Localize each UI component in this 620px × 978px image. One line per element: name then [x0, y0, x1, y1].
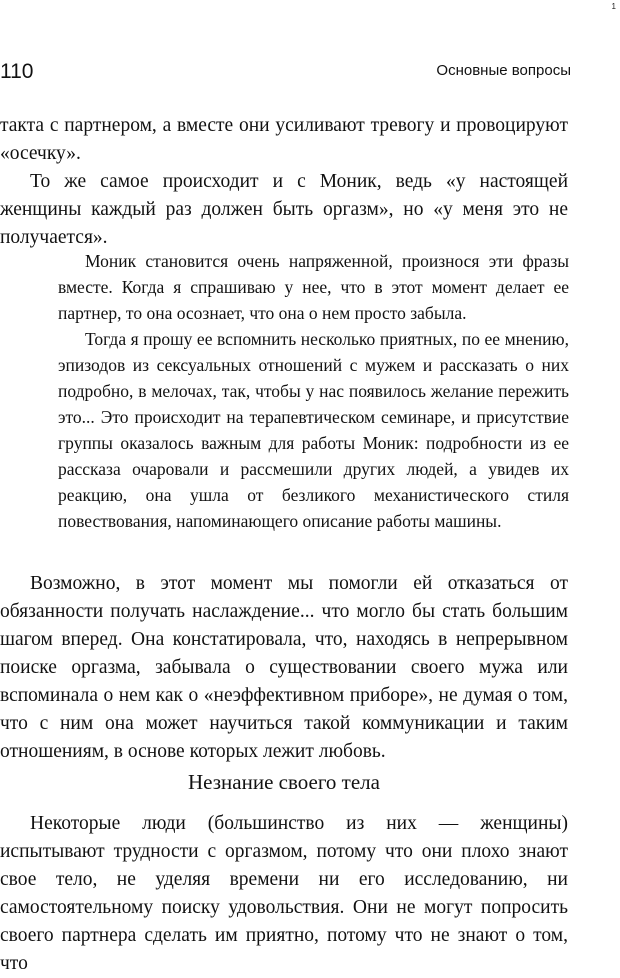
- section-heading: Незнание своего тела: [188, 770, 380, 794]
- case-study-block: [58, 248, 569, 534]
- page-number: 110: [0, 60, 34, 83]
- paragraph-body-ignorance: Некоторые люди (большинство из них — женщины) испытывают трудности с оргазмом, потому что они плохо знают свое тело, не уделяя времени ни его исследованию, ни самостоятельному поиску удовольствия. Они не могут попросить своего партнера сделать им приятно, потому что не знают о том, что: [0, 813, 568, 974]
- paragraph-conclusion: Возможно, в этот момент мы помогли ей отказаться от обязанности получать наслаждение... что могло бы стать большим шагом вперед. Она констатировала, что, находясь в непрерывном поиске оргазма, забывала о существовании своего мужа или вспоминала о нем как о «неэффективном приборе», не думая о том, что с ним она может научиться такой коммуникации и таким отношениям, в основе которых лежит любовь.: [0, 573, 568, 762]
- paragraph-continuation: такта с партнером, а вместе они усиливают тревогу и провоцируют «осечку».: [0, 115, 568, 164]
- case-study-paragraph-1: Моник становится очень напряженной, произнося эти фразы вместе. Когда я спрашиваю у нее, что в этот момент делает ее партнер, то она осознает, что она о нем просто забыла.: [58, 251, 569, 323]
- paragraph-monique: То же самое происходит и с Моник, ведь «у настоящей женщины каждый раз должен быть оргазм», но «у меня это не получается».: [0, 171, 568, 248]
- running-title: Основные вопросы: [436, 62, 571, 79]
- body-text-top: [0, 112, 568, 252]
- corner-mark: 1: [611, 2, 616, 11]
- case-study-paragraph-2: Тогда я прошу ее вспомнить несколько приятных, по ее мнению, эпизодов из сексуальных отношений с мужем и рассказать о них подробно, в мелочах, так, чтобы у нас появилось желание пережить это... Это происходит на терапевтическом семинаре, и присутствие группы оказалось важным для работы Моник: подробности из ее рассказа очаровали и рассмешили других людей, а увидев их реакцию, она ушла от безликого механистического стиля повествования, напоминающего описание работы машины.: [58, 329, 569, 531]
- body-text-middle: [0, 570, 568, 766]
- body-text-bottom: [0, 810, 568, 978]
